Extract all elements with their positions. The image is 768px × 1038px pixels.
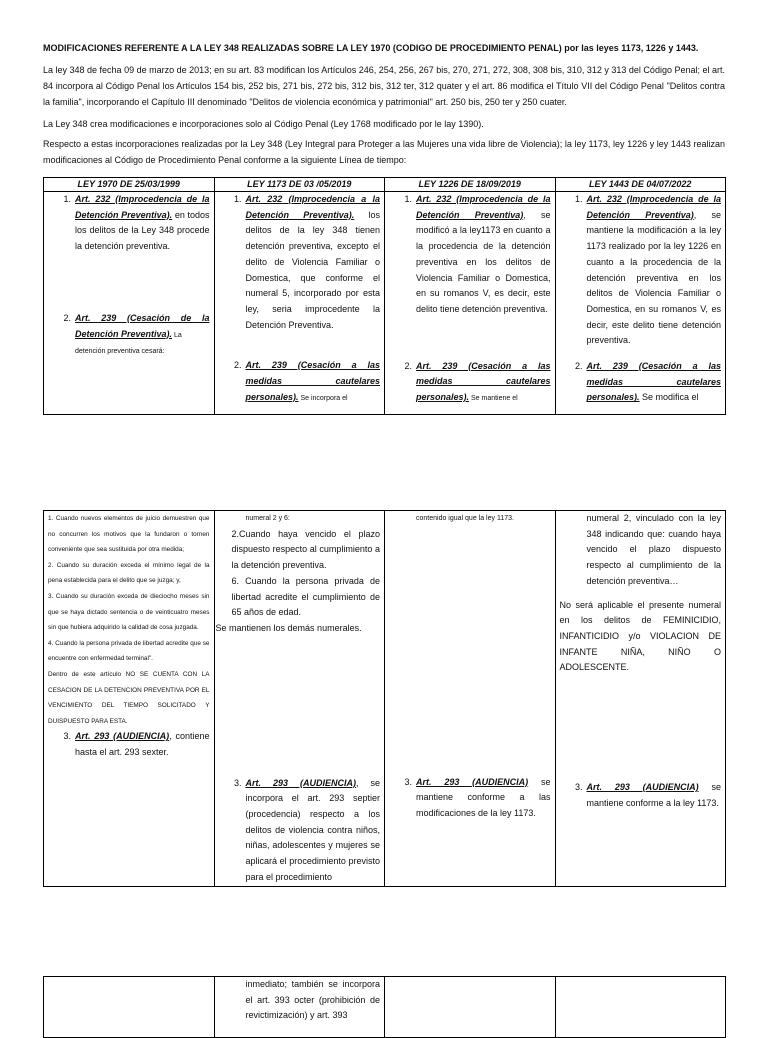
continued-text: inmediato; también se incorpora el art. 393 octer (prohibición de revictimización) y art. 393 <box>245 979 380 1021</box>
continued-text: numeral 2 y 6: <box>245 515 290 522</box>
article-text: La <box>172 331 182 339</box>
cell-1443 <box>555 192 726 415</box>
header-ley-1443: LEY 1443 DE 04/07/2022 <box>555 178 726 192</box>
list-number: 2. <box>233 360 242 371</box>
document-title: MODIFICACIONES REFERENTE A LA LEY 348 REALIZADAS SOBRE LA LEY 1970 (CODIGO DE PROCEDIMIENTO PENAL) por las leyes 1173, 1226 y 1443. <box>43 43 699 53</box>
paragraph-timeline-intro: Respecto a estas incorporaciones realizadas por la Ley 348 (Ley Integral para Proteger a las Mujeres una vida libre de Violencia); la ley 1173, ley 1226 y ley 1443 realizan modificaciones al Código de Procedimiento Penal conforme a la siguiente Línea de tiempo: <box>43 139 725 165</box>
list-item: 1. Cuando nuevos elementos de juicio demuestren que no concurren los motivos que la fundaron o tornen conveniente que sea sustituida por otra medida; <box>48 515 210 554</box>
list-number: 2. <box>404 360 412 371</box>
article-heading: Art. 293 (AUDIENCIA) <box>245 777 356 788</box>
article-text: se mantiene conforme a las modificaciones de la ley 1173. <box>416 776 551 819</box>
list-item-art-239 <box>389 359 551 407</box>
cell-1226 <box>385 977 556 1038</box>
continued-text: contenido igual que la ley 1173. <box>416 515 514 522</box>
header-ley-1970: LEY 1970 DE 25/03/1999 <box>44 178 215 192</box>
numeral-2: 2.Cuando haya vencido el plazo dispuesto respecto al cumplimiento a la detención preventiva. <box>231 528 380 571</box>
timeline-table-part-3 <box>43 976 726 1038</box>
article-text: detención preventiva cesará: <box>75 348 165 356</box>
article-heading: Art. 239 (Cesación a las medidas cautelares personales). <box>416 360 551 403</box>
list-item-art-239 <box>48 311 210 360</box>
list-item-art-232 <box>48 192 210 255</box>
exception-note: No será aplicable el presente numeral en los delitos de FEMINICIDIO, INFANTICIDIO y/o VIOLACION DE INFANTE NIÑA, NIÑO O ADOLESCENTE. <box>559 599 721 673</box>
list-item-art-293 <box>389 775 551 822</box>
cell-1226 <box>385 192 556 415</box>
list-item-art-232 <box>560 192 722 349</box>
list-item: 3. Cuando su duración exceda de dieciocho meses sin que se haya dictado sentencia o de veinticuatro meses sin que hubiera adquirido la calidad de cosa juzgada. <box>48 592 210 632</box>
list-number: 1. <box>404 194 412 204</box>
list-number: 3. <box>233 777 242 788</box>
list-number: 3. <box>574 782 583 793</box>
list-item-art-293 <box>219 776 381 886</box>
list-item: 2. Cuando su duración exceda el mínimo legal de la pena establecida para el delito que se juzga; y, <box>48 561 210 585</box>
article-text: , se incorpora el art. 293 septier (procedencia) respecto a los delitos de violencia contra niños, niñas, adolescentes y mujeres se aplicará el procedimiento previsto para el procedimiento <box>245 777 380 882</box>
list-item-art-232 <box>389 192 551 318</box>
timeline-table-part-1 <box>43 177 726 415</box>
article-heading: Art. 239 (Cesación a las medidas cautelares personales). <box>586 361 721 403</box>
cell-1970 <box>44 192 215 415</box>
article-text: Se incorpora el <box>298 394 348 402</box>
header-ley-1226: LEY 1226 DE 18/09/2019 <box>385 178 556 192</box>
cell-1226 <box>385 511 556 887</box>
list-item-art-293 <box>48 729 210 760</box>
list-number: 2. <box>63 312 71 323</box>
article-heading: Art. 232 (Improcedencia de la Detención Preventiva) <box>586 194 721 220</box>
paragraph-ley-348: La ley 348 de fecha 09 de marzo de 2013; en su art. 83 modifican los Artículos 246, 254, 256, 267 bis, 270, 271, 272, 308, 308 bis, 310, 312 y 313 del Código Penal; el art. 84 incorpora al Código Penal los Artículos 154 bis, 252 bis, 271 bis, 272 bis, 312 bis, 312 ter, 312 quater y el art. 86 modifica el Título VII del Código Penal "Delitos contra la familia", incorporando el Capítulo III denominado "Delitos de violencia económica y patrimonial" art. 250 bis, 250 ter y 250 cuater. <box>43 65 725 107</box>
cell-1173 <box>214 511 385 887</box>
cesacion-list <box>48 511 210 729</box>
article-text: Se modifica el <box>639 392 699 403</box>
article-heading: Art. 293 (AUDIENCIA) <box>75 731 170 742</box>
article-heading: Art. 232 (Improcedencia a la Detención Preventiva). <box>245 194 380 220</box>
numerals-note: Se mantienen los demás numerales. <box>215 622 362 633</box>
cell-1173 <box>214 977 385 1038</box>
article-text: los delitos de la ley 348 tienen detención preventiva, excepto el delito de Violencia Familiar o Domestica, que conforme el numeral 5, incorporado por esta ley, seria improcedente la Detención Preventiva. <box>245 209 380 330</box>
cell-1970 <box>44 511 215 887</box>
numeral-6: 6. Cuando la persona privada de libertad acredite el cumplimiento de 65 años de edad. <box>231 575 380 618</box>
header-ley-1173: LEY 1173 DE 03 /05/2019 <box>214 178 385 192</box>
list-number: 3. <box>404 776 412 787</box>
continued-text: numeral 2, vinculado con la ley 348 indicando que: cuando haya vencido el plazo dispuesto respecto al cumplimiento de la detención preventiva… <box>586 513 721 586</box>
article-heading: Art. 232 (Improcedencia de la Detención Preventiva) <box>416 194 551 220</box>
list-number: 3. <box>63 731 71 742</box>
list-item-art-232 <box>219 192 381 333</box>
list-item: Dentro de este artículo NO SE CUENTA CON LA CESACION DE LA DETENCION PREVENTIVA POR EL VENCIMIENTO DEL TIEMPO SOLICITADO Y DUISPUESTO PARA ESTA. <box>48 670 210 725</box>
list-item-art-293 <box>560 780 722 811</box>
list-number: 1. <box>63 194 71 204</box>
article-heading: Art. 232 (Improcedencia de la Detención Preventiva). <box>75 194 210 220</box>
cell-1173 <box>214 192 385 415</box>
cell-1443 <box>555 977 726 1038</box>
article-heading: Art. 293 (AUDIENCIA) <box>586 782 699 793</box>
timeline-table-part-2 <box>43 510 726 887</box>
article-text: , contiene hasta el art. 293 sexter. <box>75 731 210 758</box>
article-text: , se modificó a la ley1173 en cuanto a la procedencia de la detención preventiva en los delitos de Violencia Familiar o Domestica, en su romanos V, es decir, este delito tiene detención preventiva. <box>416 209 551 314</box>
article-heading: Art. 239 (Cesación a las medidas cautelares personales). <box>245 360 380 402</box>
paragraph-ley-348-codigo-penal: La Ley 348 crea modificaciones e incorporaciones solo al Código Penal (Ley 1768 modificado por le lay 1390). <box>43 119 484 129</box>
list-number: 1. <box>233 194 242 204</box>
article-text: se mantiene conforme a la ley 1173. <box>586 782 722 808</box>
list-number: 1. <box>574 194 583 204</box>
article-text: en todos los delitos de la Ley 348 procede la detención preventiva. <box>75 209 210 252</box>
list-item-art-239 <box>560 359 722 406</box>
article-text: Se mantiene el <box>469 395 518 403</box>
cell-1443 <box>555 511 726 887</box>
list-item-art-239 <box>219 358 381 406</box>
article-heading: Art. 239 (Cesación de la Detención Preventiva). <box>75 312 210 339</box>
article-heading: Art. 293 (AUDIENCIA) <box>416 776 529 787</box>
cell-1970 <box>44 977 215 1038</box>
list-item: 4. Cuando la persona privada de libertad acredite que se encuentre con enfermedad terminal". <box>48 639 210 663</box>
article-text: , se mantiene la modificación a la ley 1173 realizado por la ley 1226 en cuanto a la procedencia de la detención preventiva en los delitos de Violencia Familiar o Domestica, en su romanos V, es decir, este delito tiene detención preventiva. <box>586 209 721 346</box>
list-number: 2. <box>574 361 583 372</box>
